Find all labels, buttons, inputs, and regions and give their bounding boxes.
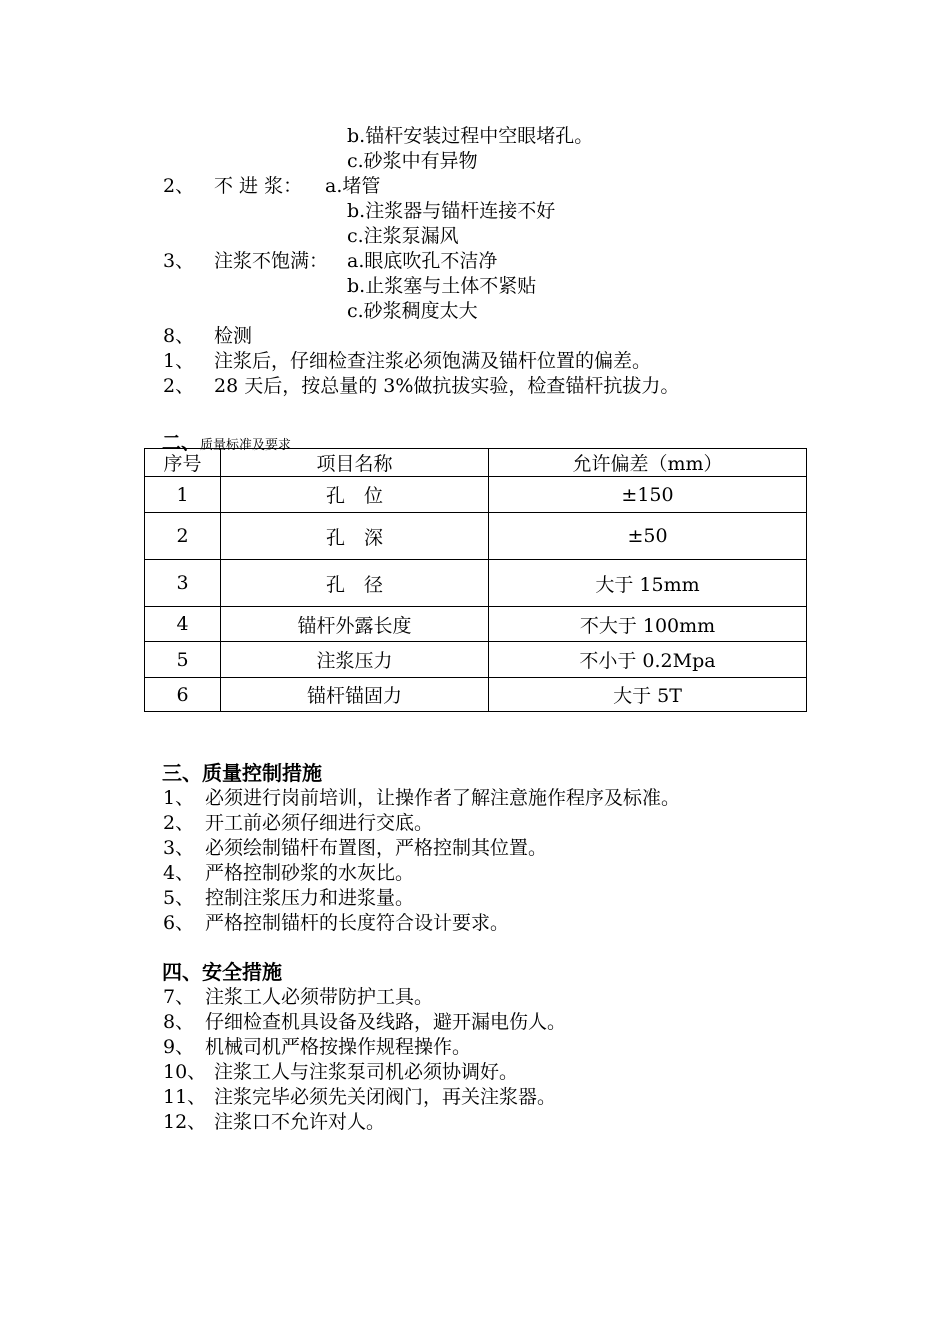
- table-row: [145, 607, 807, 642]
- inspection-item-text: 注浆后，仔细检查注浆必须饱满及锚杆位置的偏差。: [214, 350, 652, 372]
- table-header-cell: 序号: [145, 449, 221, 477]
- table-row: [145, 642, 807, 678]
- section-3-item-text: 严格控制砂浆的水灰比。: [205, 862, 415, 884]
- table-cell: 5: [145, 642, 221, 678]
- section-4-item-num: 9、: [163, 1036, 195, 1058]
- section-3-item-num: 5、: [163, 887, 195, 909]
- section-4-item-text: 机械司机严格按操作规程操作。: [205, 1036, 472, 1058]
- cause-item-3-a: a.眼底吹孔不洁净: [347, 250, 498, 272]
- section-4-item-num: 10、: [163, 1061, 207, 1083]
- cause-b2: b.注浆器与锚杆连接不好: [347, 200, 556, 222]
- table-row: [145, 560, 807, 607]
- table-cell: 注浆压力: [221, 642, 489, 678]
- table-header-row: [145, 449, 807, 477]
- table-header-cell: 项目名称: [221, 449, 489, 477]
- inspection-item-num: 1、: [163, 350, 195, 372]
- table-cell: 大于 5T: [489, 678, 807, 712]
- section-3-item-num: 2、: [163, 812, 195, 834]
- table-cell: ±50: [489, 513, 807, 560]
- section-4-item-text: 注浆完毕必须先关闭阀门，再关注浆器。: [214, 1086, 557, 1108]
- table-cell: 孔 位: [221, 477, 489, 513]
- inspection-item-text: 28 天后，按总量的 3%做抗拔实验，检查锚杆抗拔力。: [214, 375, 680, 397]
- section-4-item-num: 12、: [163, 1111, 207, 1133]
- table-cell: 孔 深: [221, 513, 489, 560]
- section-3-item-num: 4、: [163, 862, 195, 884]
- section-4-item-text: 注浆工人必须带防护工具。: [205, 986, 434, 1008]
- section-4-item-text: 注浆工人与注浆泵司机必须协调好。: [214, 1061, 519, 1083]
- section-4-item-text: 仔细检查机具设备及线路，避开漏电伤人。: [205, 1011, 567, 1033]
- section-3-item-text: 控制注浆压力和进浆量。: [205, 887, 415, 909]
- cause-c2: c.注浆泵漏风: [347, 225, 459, 247]
- section-2-title: 质量标准及要求: [200, 438, 292, 453]
- section-3-item-text: 严格控制锚杆的长度符合设计要求。: [205, 912, 510, 934]
- table-row: [145, 513, 807, 560]
- section-4-title: 四、安全措施: [162, 960, 282, 984]
- section-3-item-text: 开工前必须仔细进行交底。: [205, 812, 434, 834]
- section-4-item-text: 注浆口不允许对人。: [214, 1111, 386, 1133]
- cause-item-3-num: 3、: [163, 250, 195, 272]
- section-3-item-text: 必须进行岗前培训，让操作者了解注意施作程序及标准。: [205, 787, 681, 809]
- cause-item-2-label: 不 进 浆：: [214, 175, 303, 197]
- section-4-item-num: 8、: [163, 1011, 195, 1033]
- table-header-cell: 允许偏差（mm）: [489, 449, 807, 477]
- table-cell: 锚杆锚固力: [221, 678, 489, 712]
- cause-item-3-label: 注浆不饱满：: [214, 250, 329, 272]
- table-cell: 3: [145, 560, 221, 607]
- table-row: [145, 678, 807, 712]
- table-cell: 4: [145, 607, 221, 642]
- section-3-item-num: 6、: [163, 912, 195, 934]
- table-cell: 孔 径: [221, 560, 489, 607]
- cause-item-2-a: a.堵管: [325, 175, 381, 197]
- section-2-prefix: 二、: [162, 432, 201, 454]
- table-cell: 锚杆外露长度: [221, 607, 489, 642]
- table-cell: 不大于 100mm: [489, 607, 807, 642]
- cause-c3: c.砂浆稠度太大: [347, 300, 478, 322]
- inspection-title: 检测: [214, 325, 253, 347]
- section-3-item-text: 必须绘制锚杆布置图，严格控制其位置。: [205, 837, 548, 859]
- table-cell: ±150: [489, 477, 807, 513]
- section-4-item-num: 7、: [163, 986, 195, 1008]
- inspection-item-num: 2、: [163, 375, 195, 397]
- table-cell: 不小于 0.2Mpa: [489, 642, 807, 678]
- inspection-num: 8、: [163, 325, 195, 347]
- section-3-title: 三、质量控制措施: [162, 761, 322, 785]
- table-cell: 1: [145, 477, 221, 513]
- table-cell: 大于 15mm: [489, 560, 807, 607]
- quality-standards-table: [144, 448, 807, 712]
- section-3-item-num: 1、: [163, 787, 195, 809]
- table-cell: 6: [145, 678, 221, 712]
- cause-c1: c.砂浆中有异物: [347, 150, 478, 172]
- section-3-item-num: 3、: [163, 837, 195, 859]
- cause-item-2-num: 2、: [163, 175, 195, 197]
- section-4-item-num: 11、: [163, 1086, 207, 1108]
- table-row: [145, 477, 807, 513]
- cause-b3: b.止浆塞与土体不紧贴: [347, 275, 537, 297]
- table-cell: 2: [145, 513, 221, 560]
- cause-b1: b.锚杆安装过程中空眼堵孔。: [347, 125, 594, 147]
